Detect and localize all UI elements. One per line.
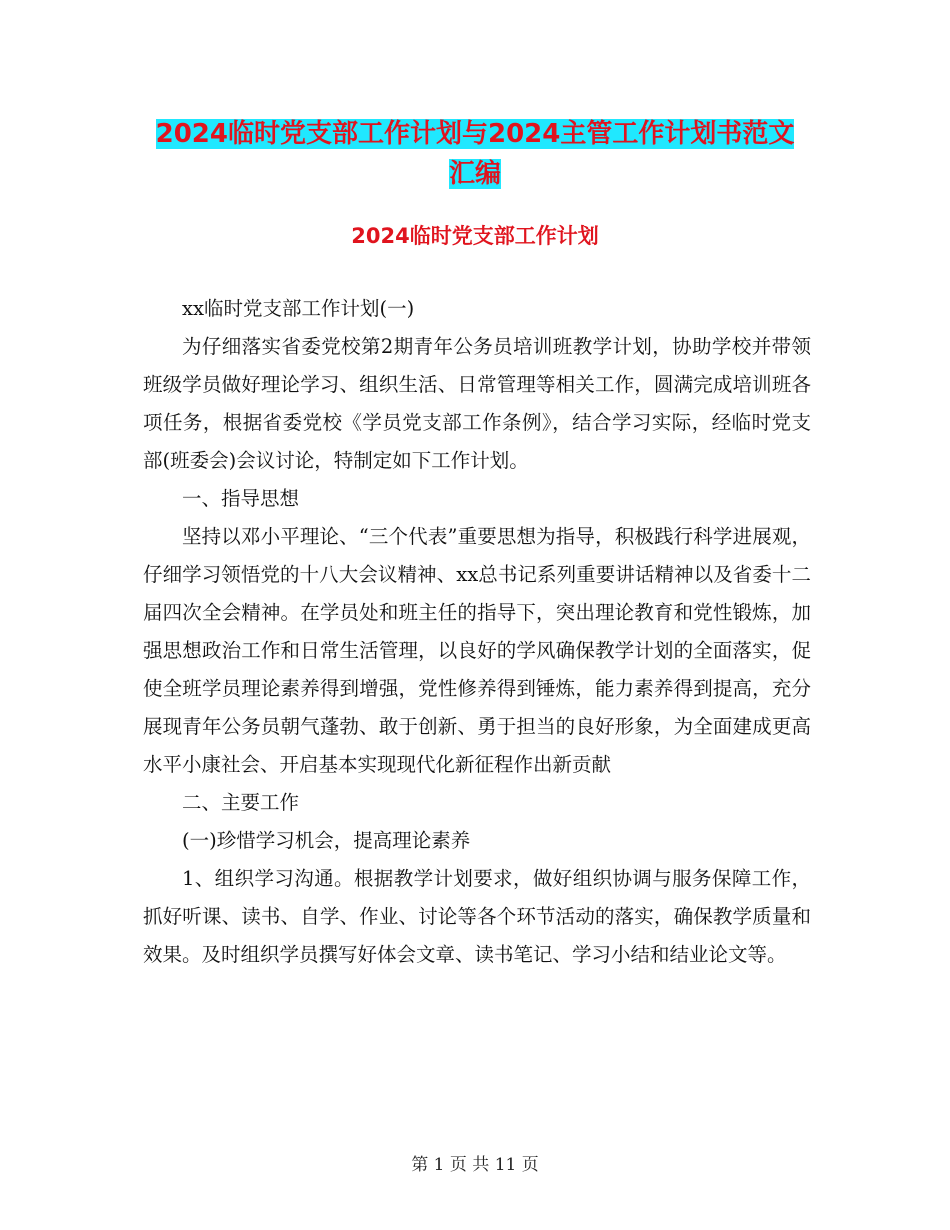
- study-exchange-paragraph: 1、组织学习沟通。根据教学计划要求，做好组织协调与服务保障工作，抓好听课、读书、自学、作业、讨论等各个环节活动的落实，确保教学质量和效果。及时组织学员撰写好体会文章、读书笔记、学习小结和结业论文等。: [143, 867, 811, 966]
- page-footer: 第 1 页 共 11 页: [411, 1155, 539, 1175]
- plan-heading: xx临时党支部工作计划(一): [182, 297, 415, 320]
- guiding-thought-paragraph: 坚持以邓小平理论、“三个代表”重要思想为指导，积极践行科学进展观，仔细学习领悟党的十八大会议精神、xx总书记系列重要讲话精神以及省委十二届四次全会精神。在学员处和班主任的指导下，突出理论教育和党性锻炼，加强思想政治工作和日常生活管理，以良好的学风确保教学计划的全面落实，促使全班学员理论素养得到增强，党性修养得到锤炼，能力素养得到提高，充分展现青年公务员朝气蓬勃、敢于创新、勇于担当的良好形象，为全面建成更高水平小康社会、开启基本实现现代化新征程作出新贡献: [143, 525, 811, 776]
- section-heading: 2024临时党支部工作计划: [351, 224, 599, 248]
- section-1-heading: 一、指导思想: [182, 487, 300, 510]
- document-title-highlight-1: 2024临时党支部工作计划与2024主管工作计划书范文: [155, 119, 795, 149]
- document-body: [143, 290, 811, 974]
- intro-paragraph: 为仔细落实省委党校第2期青年公务员培训班教学计划，协助学校并带领班级学员做好理论学习、组织生活、日常管理等相关工作，圆满完成培训班各项任务，根据省委党校《学员党支部工作条例》，结合学习实际，经临时党支部(班委会)会议讨论，特制定如下工作计划。: [143, 335, 811, 472]
- document-title-highlight-2: 汇编: [448, 159, 501, 189]
- document-title-line-1: [0, 112, 950, 156]
- document-title-line-2: [0, 152, 950, 196]
- subsection-1-heading: (一)珍惜学习机会，提高理论素养: [182, 829, 471, 852]
- section-2-heading: 二、主要工作: [182, 791, 300, 814]
